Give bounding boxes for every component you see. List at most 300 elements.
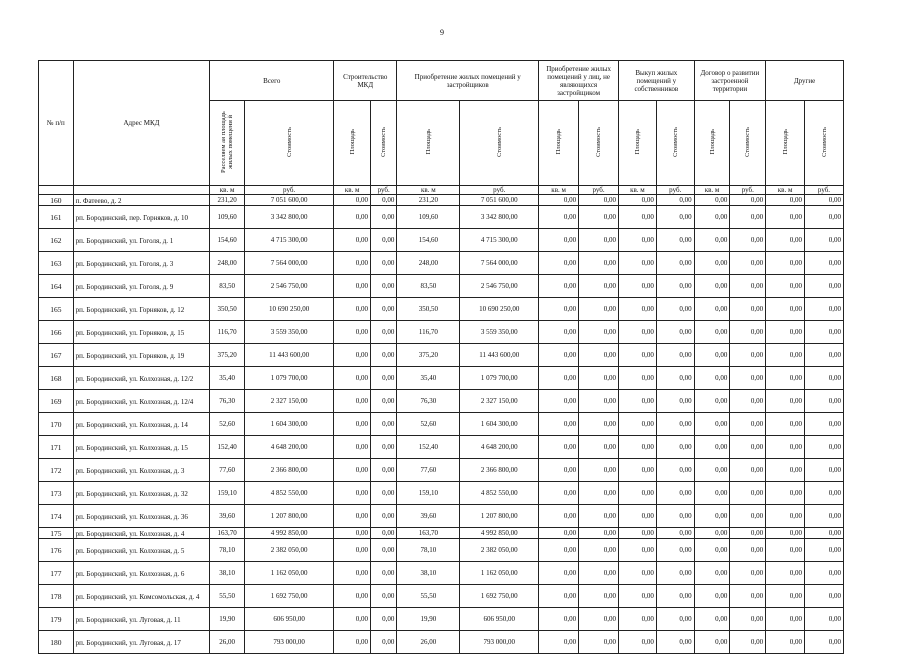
buyout-area-cell: 0,00: [619, 528, 657, 539]
buyout-cost-cell: 0,00: [656, 528, 694, 539]
units-cell: руб.: [656, 186, 694, 195]
purchase-other-area-cell: 0,00: [539, 344, 579, 367]
buyout-cost-cell: 0,00: [656, 413, 694, 436]
purchase-cost-cell: 7 051 600,00: [460, 195, 539, 206]
row-number-cell: 177: [39, 562, 74, 585]
sub-header-cost: Стоимость: [371, 101, 397, 186]
purchase-area-cell: 76,30: [397, 390, 460, 413]
sub-header-area: Площадь: [397, 101, 460, 186]
contract-area-cell: 0,00: [694, 367, 730, 390]
purchase-area-cell: 350,50: [397, 298, 460, 321]
contract-cost-cell: 0,00: [730, 206, 766, 229]
total-area-cell: 52,60: [210, 413, 245, 436]
purchase-cost-cell: 4 715 300,00: [460, 229, 539, 252]
purchase-cost-cell: 3 342 800,00: [460, 206, 539, 229]
buyout-cost-cell: 0,00: [656, 344, 694, 367]
row-number-cell: 175: [39, 528, 74, 539]
total-cost-cell: 1 162 050,00: [244, 562, 333, 585]
purchase-area-cell: 154,60: [397, 229, 460, 252]
buyout-cost-cell: 0,00: [656, 562, 694, 585]
contract-cost-cell: 0,00: [730, 413, 766, 436]
units-cell: руб.: [730, 186, 766, 195]
purchase-area-cell: 83,50: [397, 275, 460, 298]
other-area-cell: 0,00: [766, 585, 805, 608]
sub-header-area-total: Расселяем ая площадь жилых помещени й: [210, 101, 245, 186]
total-area-cell: 35,40: [210, 367, 245, 390]
purchase-other-cost-cell: 0,00: [579, 482, 619, 505]
purchase-area-cell: 159,10: [397, 482, 460, 505]
other-cost-cell: 0,00: [805, 413, 844, 436]
purchase-area-cell: 231,20: [397, 195, 460, 206]
contract-cost-cell: 0,00: [730, 528, 766, 539]
contract-area-cell: 0,00: [694, 459, 730, 482]
row-number-cell: 174: [39, 505, 74, 528]
units-row: [39, 186, 844, 195]
buyout-area-cell: 0,00: [619, 631, 657, 654]
purchase-cost-cell: 606 950,00: [460, 608, 539, 631]
purchase-other-area-cell: 0,00: [539, 562, 579, 585]
table-row: [39, 344, 844, 367]
construction-cost-cell: 0,00: [371, 482, 397, 505]
col-address-header: Адрес МКД: [73, 61, 210, 186]
purchase-cost-cell: 10 690 250,00: [460, 298, 539, 321]
table-row: [39, 413, 844, 436]
purchase-cost-cell: 1 604 300,00: [460, 413, 539, 436]
units-cell: кв. м: [619, 186, 657, 195]
address-cell: рп. Бородинский, ул. Горняков, д. 19: [73, 344, 210, 367]
units-cell: руб.: [460, 186, 539, 195]
buyout-cost-cell: 0,00: [656, 390, 694, 413]
address-cell: рп. Бородинский, ул. Гоголя, д. 3: [73, 252, 210, 275]
total-cost-cell: 2 327 150,00: [244, 390, 333, 413]
group-other-header: Другие: [766, 61, 844, 101]
table-row: [39, 298, 844, 321]
purchase-cost-cell: 1 692 750,00: [460, 585, 539, 608]
purchase-other-area-cell: 0,00: [539, 528, 579, 539]
address-cell: рп. Бородинский, ул. Колхозная, д. 6: [73, 562, 210, 585]
other-cost-cell: 0,00: [805, 608, 844, 631]
units-cell: руб.: [244, 186, 333, 195]
buyout-area-cell: 0,00: [619, 459, 657, 482]
address-cell: рп. Бородинский, ул. Луговая, д. 11: [73, 608, 210, 631]
purchase-other-cost-cell: 0,00: [579, 631, 619, 654]
buyout-area-cell: 0,00: [619, 229, 657, 252]
row-number-cell: 180: [39, 631, 74, 654]
total-cost-cell: 4 648 200,00: [244, 436, 333, 459]
row-number-cell: 165: [39, 298, 74, 321]
construction-area-cell: 0,00: [334, 505, 371, 528]
table-row: [39, 436, 844, 459]
sub-header-area: Площадь: [766, 101, 805, 186]
construction-area-cell: 0,00: [334, 275, 371, 298]
purchase-cost-cell: 2 327 150,00: [460, 390, 539, 413]
table-row: [39, 482, 844, 505]
other-cost-cell: 0,00: [805, 562, 844, 585]
total-area-cell: 375,20: [210, 344, 245, 367]
buyout-area-cell: 0,00: [619, 321, 657, 344]
other-cost-cell: 0,00: [805, 344, 844, 367]
other-area-cell: 0,00: [766, 528, 805, 539]
other-cost-cell: 0,00: [805, 367, 844, 390]
purchase-other-area-cell: 0,00: [539, 413, 579, 436]
construction-cost-cell: 0,00: [371, 321, 397, 344]
contract-area-cell: 0,00: [694, 539, 730, 562]
contract-area-cell: 0,00: [694, 275, 730, 298]
total-cost-cell: 10 690 250,00: [244, 298, 333, 321]
group-total-header: Всего: [210, 61, 334, 101]
address-cell: п. Фатеево, д. 2: [73, 195, 210, 206]
sub-header-cost: Стоимость: [460, 101, 539, 186]
other-cost-cell: 0,00: [805, 482, 844, 505]
other-cost-cell: 0,00: [805, 505, 844, 528]
purchase-cost-cell: 1 162 050,00: [460, 562, 539, 585]
contract-area-cell: 0,00: [694, 298, 730, 321]
buyout-cost-cell: 0,00: [656, 298, 694, 321]
total-area-cell: 109,60: [210, 206, 245, 229]
total-cost-cell: 3 559 350,00: [244, 321, 333, 344]
units-cell: руб.: [805, 186, 844, 195]
total-area-cell: 154,60: [210, 229, 245, 252]
total-cost-cell: 1 079 700,00: [244, 367, 333, 390]
purchase-cost-cell: 2 546 750,00: [460, 275, 539, 298]
other-area-cell: 0,00: [766, 436, 805, 459]
table-row: [39, 252, 844, 275]
construction-area-cell: 0,00: [334, 413, 371, 436]
construction-area-cell: 0,00: [334, 482, 371, 505]
other-cost-cell: 0,00: [805, 528, 844, 539]
construction-area-cell: 0,00: [334, 229, 371, 252]
purchase-other-cost-cell: 0,00: [579, 367, 619, 390]
row-number-cell: 160: [39, 195, 74, 206]
contract-cost-cell: 0,00: [730, 562, 766, 585]
row-number-cell: 173: [39, 482, 74, 505]
construction-cost-cell: 0,00: [371, 562, 397, 585]
contract-area-cell: 0,00: [694, 436, 730, 459]
construction-area-cell: 0,00: [334, 390, 371, 413]
table-row: [39, 539, 844, 562]
contract-cost-cell: 0,00: [730, 539, 766, 562]
address-cell: рп. Бородинский, пер. Горняков, д. 10: [73, 206, 210, 229]
sub-header-area: Площадь: [334, 101, 371, 186]
other-cost-cell: 0,00: [805, 298, 844, 321]
construction-cost-cell: 0,00: [371, 505, 397, 528]
construction-cost-cell: 0,00: [371, 390, 397, 413]
units-cell: кв. м: [210, 186, 245, 195]
purchase-other-area-cell: 0,00: [539, 585, 579, 608]
contract-cost-cell: 0,00: [730, 608, 766, 631]
contract-area-cell: 0,00: [694, 390, 730, 413]
buyout-area-cell: 0,00: [619, 275, 657, 298]
purchase-other-area-cell: 0,00: [539, 206, 579, 229]
purchase-area-cell: 109,60: [397, 206, 460, 229]
total-area-cell: 350,50: [210, 298, 245, 321]
address-cell: рп. Бородинский, ул. Колхозная, д. 5: [73, 539, 210, 562]
address-cell: рп. Бородинский, ул. Колхозная, д. 14: [73, 413, 210, 436]
other-cost-cell: 0,00: [805, 206, 844, 229]
buyout-cost-cell: 0,00: [656, 206, 694, 229]
other-area-cell: 0,00: [766, 562, 805, 585]
total-cost-cell: 606 950,00: [244, 608, 333, 631]
group-purchase-developer-header: Приобретение жилых помещений у застройщиков: [397, 61, 539, 101]
purchase-area-cell: 55,50: [397, 585, 460, 608]
purchase-cost-cell: 2 382 050,00: [460, 539, 539, 562]
table-row: [39, 206, 844, 229]
address-cell: рп. Бородинский, ул. Колхозная, д. 12/4: [73, 390, 210, 413]
purchase-other-cost-cell: 0,00: [579, 298, 619, 321]
other-area-cell: 0,00: [766, 321, 805, 344]
buyout-area-cell: 0,00: [619, 206, 657, 229]
total-area-cell: 248,00: [210, 252, 245, 275]
construction-cost-cell: 0,00: [371, 252, 397, 275]
total-cost-cell: 4 852 550,00: [244, 482, 333, 505]
construction-area-cell: 0,00: [334, 562, 371, 585]
construction-area-cell: 0,00: [334, 459, 371, 482]
total-cost-cell: 1 692 750,00: [244, 585, 333, 608]
purchase-area-cell: 78,10: [397, 539, 460, 562]
other-area-cell: 0,00: [766, 608, 805, 631]
row-number-cell: 163: [39, 252, 74, 275]
buyout-cost-cell: 0,00: [656, 608, 694, 631]
construction-cost-cell: 0,00: [371, 459, 397, 482]
table-row: [39, 367, 844, 390]
buyout-area-cell: 0,00: [619, 195, 657, 206]
purchase-other-cost-cell: 0,00: [579, 459, 619, 482]
purchase-other-cost-cell: 0,00: [579, 528, 619, 539]
construction-cost-cell: 0,00: [371, 413, 397, 436]
purchase-other-area-cell: 0,00: [539, 482, 579, 505]
purchase-other-area-cell: 0,00: [539, 459, 579, 482]
address-cell: рп. Бородинский, ул. Комсомольская, д. 4: [73, 585, 210, 608]
other-area-cell: 0,00: [766, 505, 805, 528]
buyout-cost-cell: 0,00: [656, 436, 694, 459]
total-area-cell: 159,10: [210, 482, 245, 505]
purchase-other-cost-cell: 0,00: [579, 436, 619, 459]
purchase-area-cell: 163,70: [397, 528, 460, 539]
purchase-area-cell: 116,70: [397, 321, 460, 344]
sub-header-area: Площадь: [539, 101, 579, 186]
table-row: [39, 505, 844, 528]
address-cell: рп. Бородинский, ул. Луговая, д. 17: [73, 631, 210, 654]
purchase-area-cell: 77,60: [397, 459, 460, 482]
purchase-other-area-cell: 0,00: [539, 367, 579, 390]
page-number: 9: [440, 28, 444, 37]
contract-area-cell: 0,00: [694, 505, 730, 528]
purchase-cost-cell: 11 443 600,00: [460, 344, 539, 367]
row-number-cell: 166: [39, 321, 74, 344]
construction-area-cell: 0,00: [334, 344, 371, 367]
construction-area-cell: 0,00: [334, 252, 371, 275]
construction-cost-cell: 0,00: [371, 195, 397, 206]
purchase-cost-cell: 2 366 800,00: [460, 459, 539, 482]
purchase-other-area-cell: 0,00: [539, 252, 579, 275]
contract-area-cell: 0,00: [694, 562, 730, 585]
contract-cost-cell: 0,00: [730, 482, 766, 505]
purchase-other-area-cell: 0,00: [539, 229, 579, 252]
purchase-other-cost-cell: 0,00: [579, 229, 619, 252]
purchase-area-cell: 39,60: [397, 505, 460, 528]
contract-area-cell: 0,00: [694, 344, 730, 367]
other-cost-cell: 0,00: [805, 252, 844, 275]
total-area-cell: 83,50: [210, 275, 245, 298]
other-cost-cell: 0,00: [805, 275, 844, 298]
purchase-other-cost-cell: 0,00: [579, 413, 619, 436]
row-number-cell: 176: [39, 539, 74, 562]
other-area-cell: 0,00: [766, 482, 805, 505]
contract-cost-cell: 0,00: [730, 321, 766, 344]
purchase-other-cost-cell: 0,00: [579, 321, 619, 344]
row-number-cell: 162: [39, 229, 74, 252]
contract-area-cell: 0,00: [694, 528, 730, 539]
total-cost-cell: 2 366 800,00: [244, 459, 333, 482]
purchase-area-cell: 38,10: [397, 562, 460, 585]
contract-area-cell: 0,00: [694, 206, 730, 229]
purchase-area-cell: 52,60: [397, 413, 460, 436]
purchase-other-area-cell: 0,00: [539, 195, 579, 206]
total-cost-cell: 11 443 600,00: [244, 344, 333, 367]
address-cell: рп. Бородинский, ул. Горняков, д. 15: [73, 321, 210, 344]
purchase-area-cell: 375,20: [397, 344, 460, 367]
address-cell: рп. Бородинский, ул. Гоголя, д. 9: [73, 275, 210, 298]
buyout-area-cell: 0,00: [619, 482, 657, 505]
construction-cost-cell: 0,00: [371, 608, 397, 631]
construction-cost-cell: 0,00: [371, 344, 397, 367]
buyout-area-cell: 0,00: [619, 539, 657, 562]
purchase-other-area-cell: 0,00: [539, 631, 579, 654]
construction-area-cell: 0,00: [334, 608, 371, 631]
row-number-cell: 172: [39, 459, 74, 482]
buyout-cost-cell: 0,00: [656, 367, 694, 390]
sub-header-area: Площадь: [619, 101, 657, 186]
sub-header-cost: Стоимость: [579, 101, 619, 186]
total-cost-cell: 7 564 000,00: [244, 252, 333, 275]
other-area-cell: 0,00: [766, 459, 805, 482]
buyout-area-cell: 0,00: [619, 436, 657, 459]
address-cell: рп. Бородинский, ул. Колхозная, д. 32: [73, 482, 210, 505]
purchase-other-area-cell: 0,00: [539, 539, 579, 562]
buyout-cost-cell: 0,00: [656, 585, 694, 608]
buyout-cost-cell: 0,00: [656, 505, 694, 528]
construction-cost-cell: 0,00: [371, 275, 397, 298]
contract-cost-cell: 0,00: [730, 631, 766, 654]
address-cell: рп. Бородинский, ул. Колхозная, д. 4: [73, 528, 210, 539]
buyout-area-cell: 0,00: [619, 390, 657, 413]
purchase-other-cost-cell: 0,00: [579, 206, 619, 229]
contract-area-cell: 0,00: [694, 252, 730, 275]
construction-cost-cell: 0,00: [371, 367, 397, 390]
construction-cost-cell: 0,00: [371, 298, 397, 321]
contract-cost-cell: 0,00: [730, 505, 766, 528]
group-construction-header: Строительство МКД: [334, 61, 397, 101]
purchase-cost-cell: 4 852 550,00: [460, 482, 539, 505]
table-row: [39, 459, 844, 482]
table-row: [39, 608, 844, 631]
other-area-cell: 0,00: [766, 206, 805, 229]
buyout-cost-cell: 0,00: [656, 631, 694, 654]
other-area-cell: 0,00: [766, 367, 805, 390]
total-area-cell: 163,70: [210, 528, 245, 539]
purchase-cost-cell: 4 992 850,00: [460, 528, 539, 539]
construction-area-cell: 0,00: [334, 539, 371, 562]
total-area-cell: 19,90: [210, 608, 245, 631]
sub-header-cost: Стоимость: [656, 101, 694, 186]
units-cell: кв. м: [539, 186, 579, 195]
purchase-cost-cell: 7 564 000,00: [460, 252, 539, 275]
construction-area-cell: 0,00: [334, 631, 371, 654]
construction-cost-cell: 0,00: [371, 539, 397, 562]
contract-area-cell: 0,00: [694, 482, 730, 505]
construction-area-cell: 0,00: [334, 321, 371, 344]
total-cost-cell: 2 382 050,00: [244, 539, 333, 562]
purchase-other-cost-cell: 0,00: [579, 608, 619, 631]
table-body: [39, 195, 844, 654]
buyout-cost-cell: 0,00: [656, 482, 694, 505]
total-cost-cell: 4 992 850,00: [244, 528, 333, 539]
units-cell: кв. м: [334, 186, 371, 195]
address-cell: рп. Бородинский, ул. Горняков, д. 12: [73, 298, 210, 321]
other-cost-cell: 0,00: [805, 390, 844, 413]
row-number-cell: 178: [39, 585, 74, 608]
contract-cost-cell: 0,00: [730, 344, 766, 367]
purchase-other-cost-cell: 0,00: [579, 585, 619, 608]
buyout-area-cell: 0,00: [619, 562, 657, 585]
sub-header-cost: Стоимость: [805, 101, 844, 186]
construction-cost-cell: 0,00: [371, 585, 397, 608]
other-cost-cell: 0,00: [805, 539, 844, 562]
address-cell: рп. Бородинский, ул. Колхозная, д. 36: [73, 505, 210, 528]
other-area-cell: 0,00: [766, 390, 805, 413]
other-cost-cell: 0,00: [805, 436, 844, 459]
buyout-area-cell: 0,00: [619, 344, 657, 367]
contract-cost-cell: 0,00: [730, 390, 766, 413]
construction-area-cell: 0,00: [334, 298, 371, 321]
total-area-cell: 38,10: [210, 562, 245, 585]
purchase-other-cost-cell: 0,00: [579, 562, 619, 585]
contract-cost-cell: 0,00: [730, 585, 766, 608]
table-row: [39, 229, 844, 252]
purchase-other-cost-cell: 0,00: [579, 195, 619, 206]
buyout-cost-cell: 0,00: [656, 195, 694, 206]
contract-cost-cell: 0,00: [730, 252, 766, 275]
other-area-cell: 0,00: [766, 539, 805, 562]
sub-header-cost: Стоимость: [244, 101, 333, 186]
address-cell: рп. Бородинский, ул. Колхозная, д. 15: [73, 436, 210, 459]
total-cost-cell: 3 342 800,00: [244, 206, 333, 229]
construction-area-cell: 0,00: [334, 436, 371, 459]
address-cell: рп. Бородинский, ул. Колхозная, д. 12/2: [73, 367, 210, 390]
purchase-area-cell: 19,90: [397, 608, 460, 631]
total-area-cell: 39,60: [210, 505, 245, 528]
purchase-cost-cell: 4 648 200,00: [460, 436, 539, 459]
purchase-other-area-cell: 0,00: [539, 298, 579, 321]
units-cell: руб.: [579, 186, 619, 195]
contract-area-cell: 0,00: [694, 321, 730, 344]
total-area-cell: 231,20: [210, 195, 245, 206]
table-row: [39, 275, 844, 298]
other-area-cell: 0,00: [766, 413, 805, 436]
table-row: [39, 390, 844, 413]
construction-cost-cell: 0,00: [371, 229, 397, 252]
purchase-other-cost-cell: 0,00: [579, 390, 619, 413]
group-purchase-other-header: Приобретение жилых помещений у лиц, не являющихся застройщиком: [539, 61, 619, 101]
total-cost-cell: 4 715 300,00: [244, 229, 333, 252]
purchase-cost-cell: 1 079 700,00: [460, 367, 539, 390]
total-cost-cell: 1 207 800,00: [244, 505, 333, 528]
contract-cost-cell: 0,00: [730, 459, 766, 482]
total-area-cell: 26,00: [210, 631, 245, 654]
purchase-other-area-cell: 0,00: [539, 390, 579, 413]
address-cell: рп. Бородинский, ул. Колхозная, д. 3: [73, 459, 210, 482]
purchase-cost-cell: 3 559 350,00: [460, 321, 539, 344]
